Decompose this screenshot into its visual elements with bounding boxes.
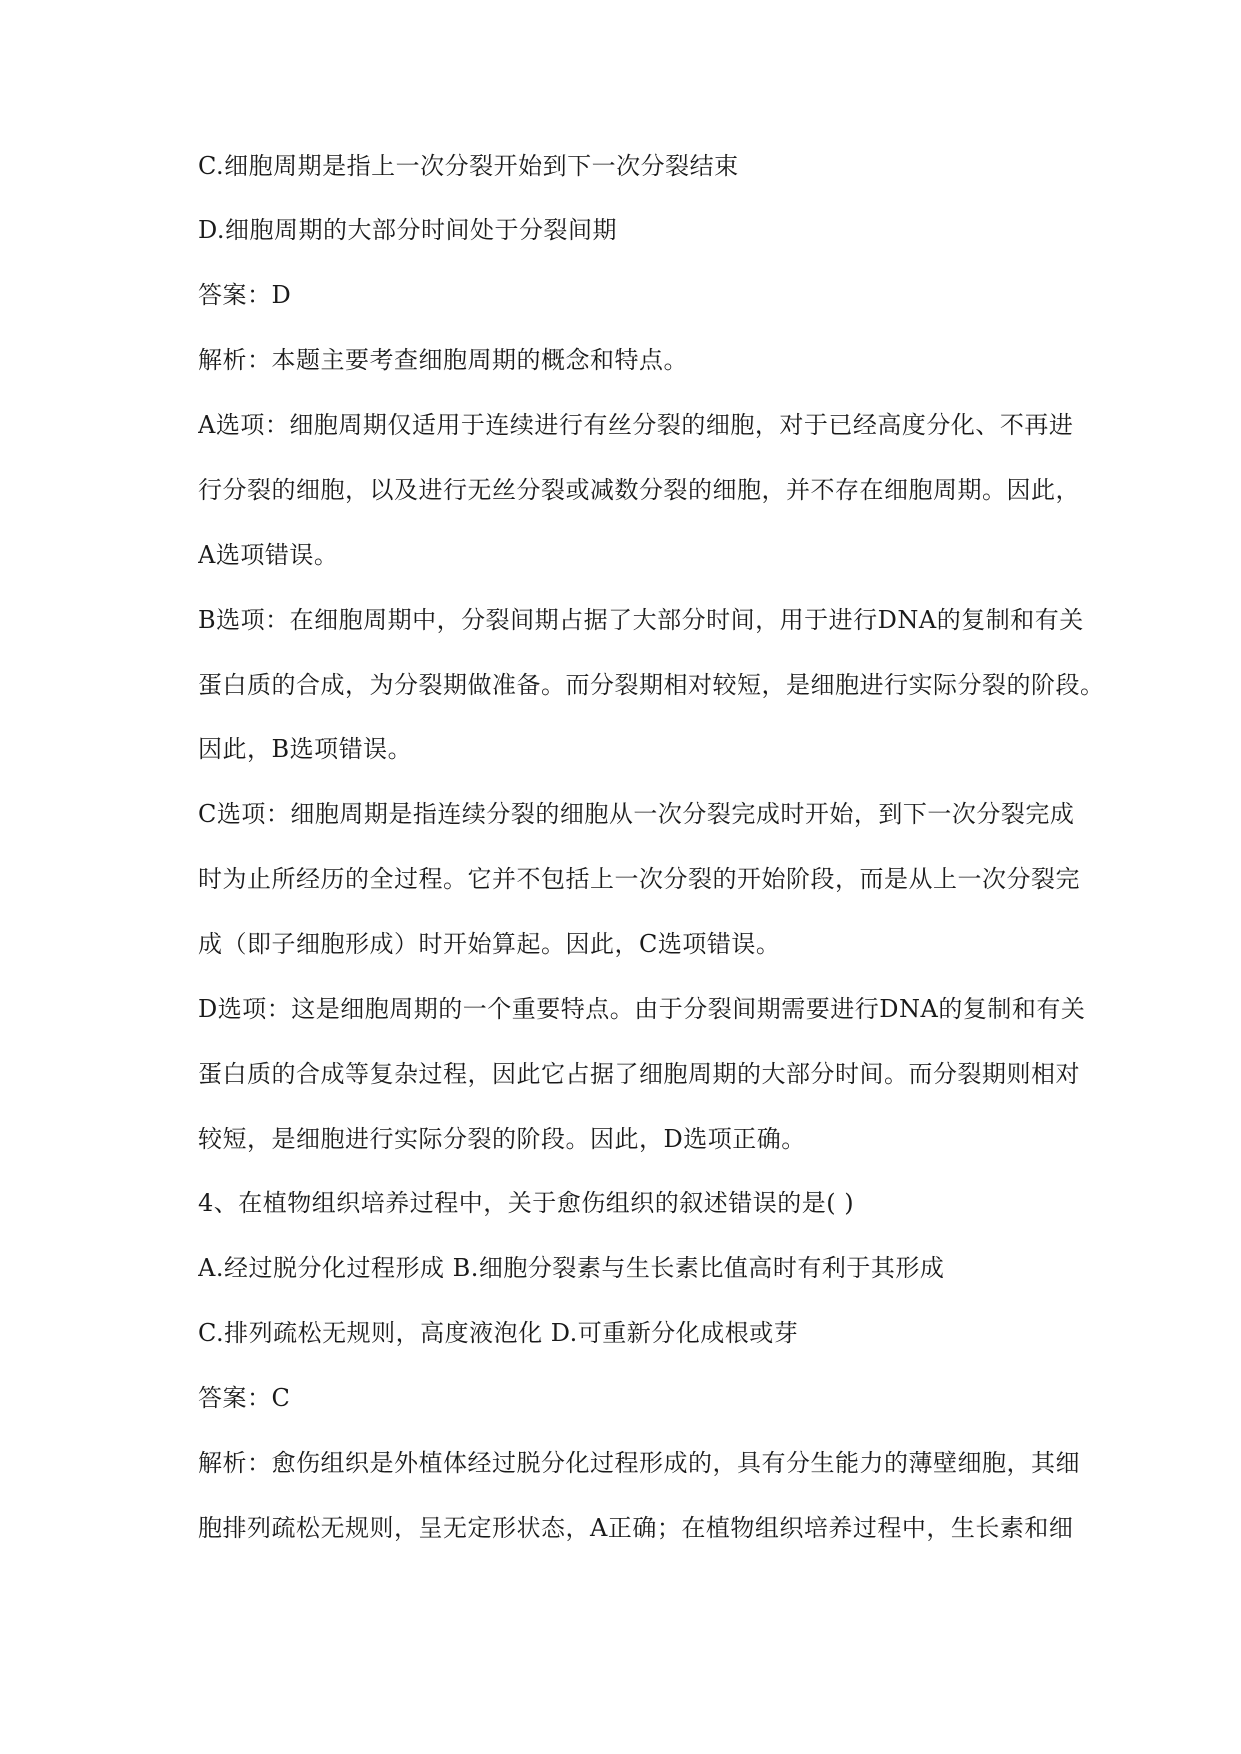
text-line: D选项：这是细胞周期的一个重要特点。由于分裂间期需要进行DNA的复制和有关 xyxy=(198,995,1086,1023)
text-line: A.经过脱分化过程形成 B.细胞分裂素与生长素比值高时有利于其形成 xyxy=(198,1254,945,1282)
text-line: 较短，是细胞进行实际分裂的阶段。因此，D选项正确。 xyxy=(198,1125,806,1153)
text-line: 胞排列疏松无规则，呈无定形状态，A正确；在植物组织培养过程中，生长素和细 xyxy=(198,1514,1074,1542)
text-line: 4、在植物组织培养过程中，关于愈伤组织的叙述错误的是( ) xyxy=(198,1189,855,1217)
text-line: 解析：本题主要考查细胞周期的概念和特点。 xyxy=(198,346,688,374)
text-line: 解析：愈伤组织是外植体经过脱分化过程形成的，具有分生能力的薄壁细胞，其细 xyxy=(198,1449,1080,1477)
text-line: 答案：D xyxy=(198,281,292,309)
text-line: 蛋白质的合成等复杂过程，因此它占据了细胞周期的大部分时间。而分裂期则相对 xyxy=(198,1060,1080,1088)
text-line: 答案：C xyxy=(198,1384,291,1412)
text-line: C选项：细胞周期是指连续分裂的细胞从一次分裂完成时开始，到下一次分裂完成 xyxy=(198,800,1075,828)
text-line: C.细胞周期是指上一次分裂开始到下一次分裂结束 xyxy=(198,152,739,180)
text-line: 蛋白质的合成，为分裂期做准备。而分裂期相对较短，是细胞进行实际分裂的阶段。 xyxy=(198,671,1105,699)
text-line: A选项：细胞周期仅适用于连续进行有丝分裂的细胞，对于已经高度分化、不再进 xyxy=(198,411,1074,439)
text-line: 时为止所经历的全过程。它并不包括上一次分裂的开始阶段，而是从上一次分裂完 xyxy=(198,865,1080,893)
text-line: B选项：在细胞周期中，分裂间期占据了大部分时间，用于进行DNA的复制和有关 xyxy=(198,606,1084,634)
text-line: 因此，B选项错误。 xyxy=(198,735,413,763)
text-line: D.细胞周期的大部分时间处于分裂间期 xyxy=(198,216,618,244)
text-line: A选项错误。 xyxy=(198,541,339,569)
text-line: 成（即子细胞形成）时开始算起。因此，C选项错误。 xyxy=(198,930,781,958)
text-line: 行分裂的细胞，以及进行无丝分裂或减数分裂的细胞，并不存在细胞周期。因此， xyxy=(198,476,1080,504)
text-line: C.排列疏松无规则，高度液泡化 D.可重新分化成根或芽 xyxy=(198,1319,799,1347)
